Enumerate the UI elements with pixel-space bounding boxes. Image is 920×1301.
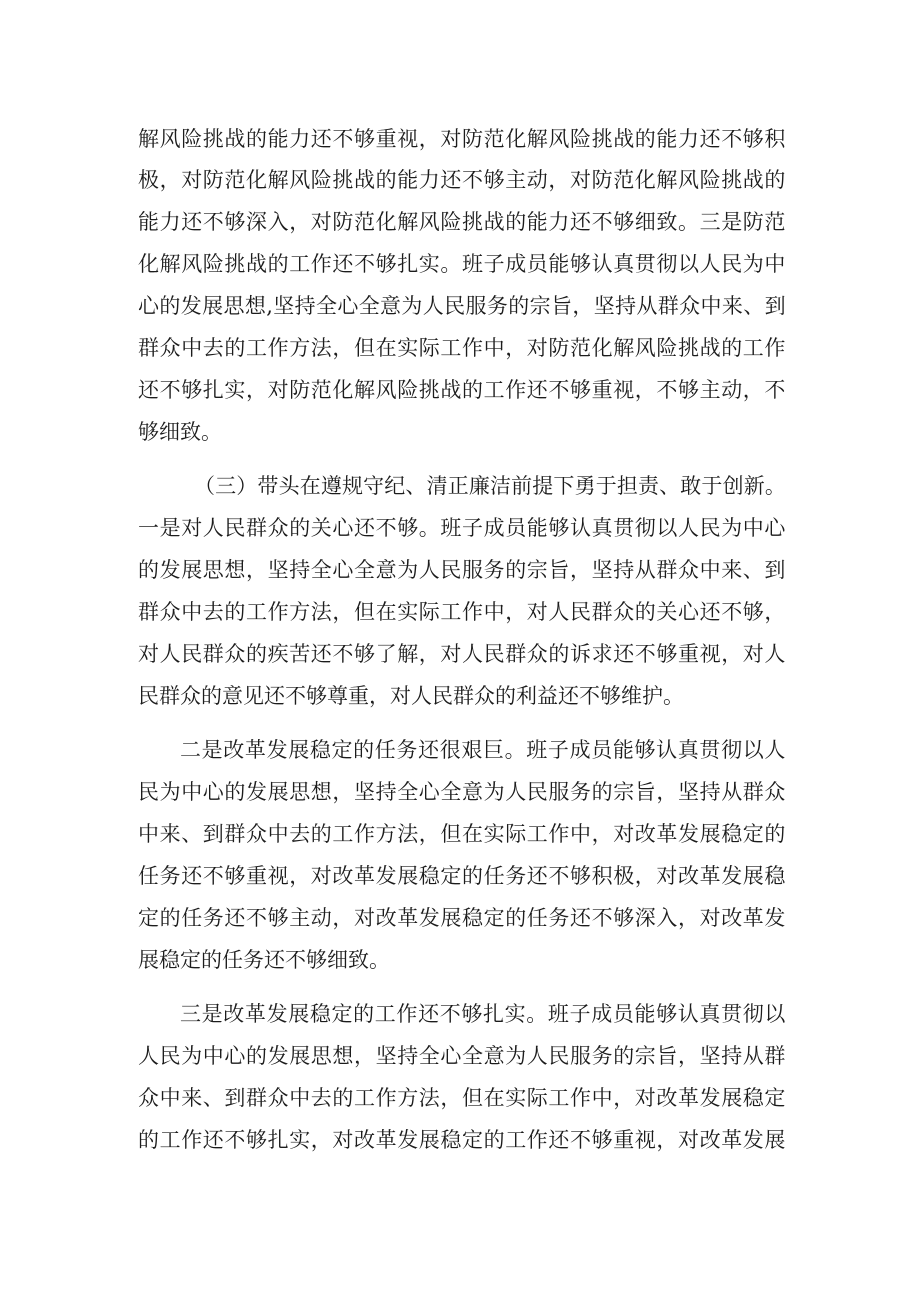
text-line: 人民为中心的发展思想，坚持全心全意为人民服务的宗旨，坚持从群 xyxy=(138,1044,786,1068)
text-line: 心的发展思想,坚持全心全意为人民服务的宗旨，坚持从群众中来、到 xyxy=(138,294,786,318)
text-line: 够细致。 xyxy=(138,420,222,444)
text-line: 能力还不够深入，对防范化解风险挑战的能力还不够细致。三是防范 xyxy=(138,210,786,234)
text-line: 解风险挑战的能力还不够重视，对防范化解风险挑战的能力还不够积 xyxy=(138,127,786,151)
text-line: 众中来、到群众中去的工作方法，但在实际工作中，对改革发展稳定 xyxy=(138,1086,786,1110)
text-line: 还不够扎实，对防范化解风险挑战的工作还不够重视，不够主动，不 xyxy=(138,378,786,402)
text-line: 民为中心的发展思想，坚持全心全意为人民服务的宗旨，坚持从群众 xyxy=(138,780,786,804)
text-line: 对人民群众的疾苦还不够了解，对人民群众的诉求还不够重视，对人 xyxy=(138,642,786,666)
section-heading: （三）带头在遵规守纪、清正廉洁前提下勇于担责、敢于创新。 xyxy=(194,474,786,498)
paragraph-first-line: 二是改革发展稳定的任务还很艰巨。班子成员能够认真贯彻以人 xyxy=(180,738,786,762)
text-line: 的工作还不够扎实，对改革发展稳定的工作还不够重视，对改革发展 xyxy=(138,1128,786,1152)
text-line: 任务还不够重视，对改革发展稳定的任务还不够积极，对改革发展稳 xyxy=(138,864,786,888)
text-line: 一是对人民群众的关心还不够。班子成员能够认真贯彻以人民为中心 xyxy=(138,516,786,540)
text-line: 群众中去的工作方法，但在实际工作中，对人民群众的关心还不够， xyxy=(138,600,786,624)
text-line: 中来、到群众中去的工作方法，但在实际工作中，对改革发展稳定的 xyxy=(138,822,786,846)
text-line: 民群众的意见还不够尊重，对人民群众的利益还不够维护。 xyxy=(138,684,684,708)
text-line: 极，对防范化解风险挑战的能力还不够主动，对防范化解风险挑战的 xyxy=(138,168,786,192)
text-line: 的发展思想，坚持全心全意为人民服务的宗旨，坚持从群众中来、到 xyxy=(138,558,786,582)
text-line: 化解风险挑战的工作还不够扎实。班子成员能够认真贯彻以人民为中 xyxy=(138,252,786,276)
text-line: 展稳定的任务还不够细致。 xyxy=(138,948,390,972)
text-line: 定的任务还不够主动，对改革发展稳定的任务还不够深入，对改革发 xyxy=(138,906,786,930)
text-line: 群众中去的工作方法，但在实际工作中，对防范化解风险挑战的工作 xyxy=(138,336,786,360)
paragraph-first-line: 三是改革发展稳定的工作还不够扎实。班子成员能够认真贯彻以 xyxy=(180,1002,786,1026)
